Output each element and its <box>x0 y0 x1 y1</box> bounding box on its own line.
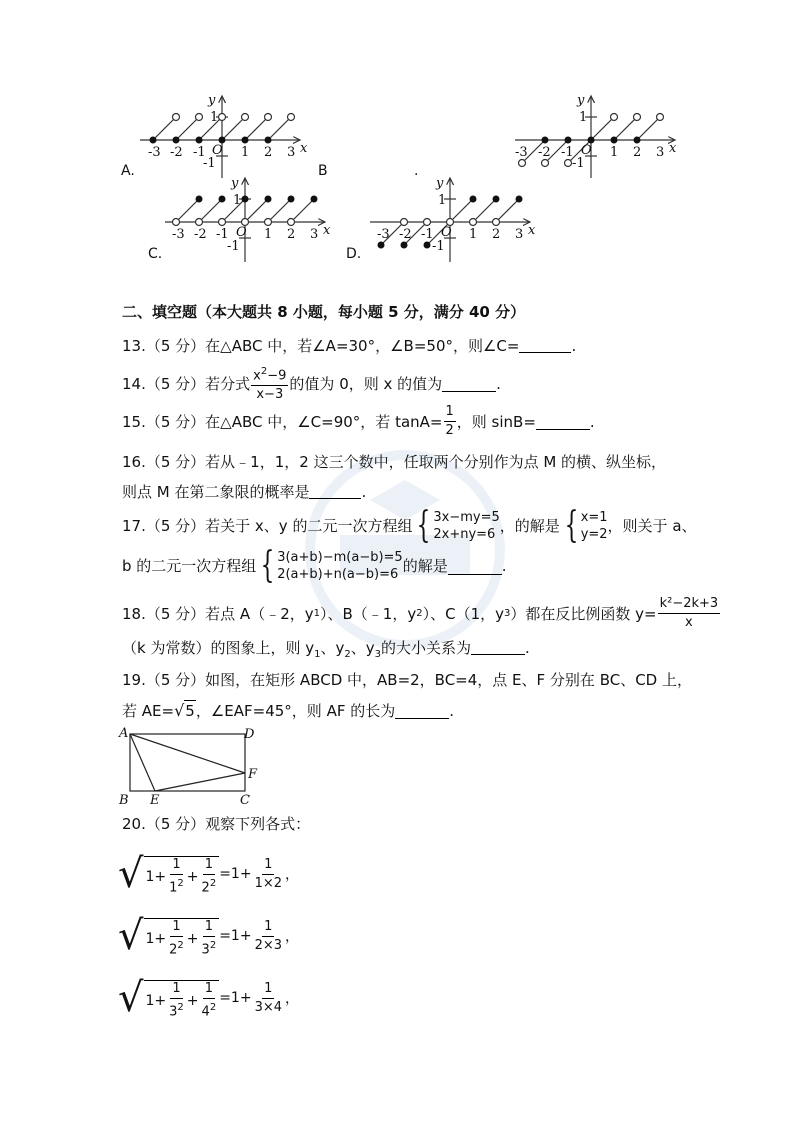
fraction-q18: $\frac{\text{k²−2k+3}}{x}$ <box>659 596 719 630</box>
question-15: 15.（5 分）在△ABC 中，∠C=90°，若 tanA= $\frac{1}{2}$ ，则 sinB= . <box>122 404 595 438</box>
svg-text:C: C <box>240 793 250 808</box>
question-17-line1: 17.（5 分）若关于 x、y 的二元一次方程组 { 3x−my=5 2x+ny=6 ，的解是 { x=1 y=2 ，则关于 a、 <box>122 505 697 546</box>
svg-text:-1: -1 <box>421 227 434 242</box>
svg-text:1: 1 <box>610 145 619 160</box>
answer-blank-17[interactable] <box>448 558 502 575</box>
svg-text:1: 1 <box>438 193 447 208</box>
svg-text:O: O <box>581 143 592 158</box>
option-c-label[interactable]: C. <box>148 246 163 262</box>
solution-system: { x=1 y=2 <box>564 505 608 546</box>
svg-text:O: O <box>441 225 452 240</box>
svg-text:-3: -3 <box>515 145 528 160</box>
svg-text:y: y <box>436 176 444 191</box>
svg-text:y: y <box>231 176 239 191</box>
answer-blank-16[interactable] <box>309 482 361 499</box>
svg-text:B: B <box>119 793 129 808</box>
svg-text:x: x <box>669 141 677 156</box>
fraction-q15: $\frac{1}{2}$ <box>445 404 454 438</box>
question-16-line1: 16.（5 分）若从﹣1，1，2 这三个数中，任取两个分别作为点 M 的横、纵坐标， <box>122 453 667 471</box>
rectangle-figure <box>115 724 265 808</box>
svg-text:y: y <box>208 93 216 108</box>
answer-blank-14[interactable] <box>442 375 496 392</box>
graph-b <box>515 96 675 178</box>
svg-text:-1: -1 <box>216 227 229 242</box>
svg-text:1: 1 <box>233 193 242 208</box>
formula-row-2: √ 1+ $\frac{1}{2^2}$ + $\frac{1}{3^2}$ =1+ $\frac{1}{2\times 3}$ ， <box>118 913 299 959</box>
svg-text:A: A <box>119 726 129 741</box>
answer-blank-13[interactable] <box>519 336 571 353</box>
sqrt-5: √ 5 <box>174 701 195 720</box>
svg-text:-3: -3 <box>377 227 390 242</box>
option-d-label[interactable]: D. <box>346 246 362 262</box>
answer-graphs <box>0 0 800 270</box>
question-16-line2: 则点 M 在第二象限的概率是 . <box>122 483 367 501</box>
svg-text:3: 3 <box>310 227 319 242</box>
svg-text:-1: -1 <box>203 156 216 171</box>
svg-text:3: 3 <box>656 145 665 160</box>
svg-text:2: 2 <box>264 145 273 160</box>
svg-text:1: 1 <box>579 110 588 125</box>
svg-text:2: 2 <box>633 145 642 160</box>
svg-text:3: 3 <box>515 227 524 242</box>
svg-text:D: D <box>244 727 255 742</box>
svg-text:1: 1 <box>210 110 219 125</box>
formula-row-1: √ 1+ $\frac{1}{1^2}$ + $\frac{1}{2^2}$ =1+ $\frac{1}{1\times 2}$ ， <box>118 851 299 897</box>
option-b-label[interactable]: B <box>318 163 328 179</box>
svg-text:-1: -1 <box>227 239 240 254</box>
svg-text:-2: -2 <box>399 227 412 242</box>
question-19-line2: 若 AE= √ 5 ，∠EAF=45°，则 AF 的长为 . <box>122 701 455 720</box>
svg-text:O: O <box>236 225 247 240</box>
svg-text:1: 1 <box>469 227 478 242</box>
question-18-line2: （k 为常数）的图象上，则 $y_1$、$y_2$、$y_3$的大小关系为 . <box>122 639 530 660</box>
svg-text:O: O <box>212 143 223 158</box>
question-14: 14.（5 分）若分式 $\frac{x^2-9}{x-3}$ 的值为 0，则 x 的值为 . <box>122 366 501 403</box>
svg-text:-1: -1 <box>432 239 445 254</box>
equation-system-1: { 3x−my=5 2x+ny=6 <box>417 505 500 546</box>
formula-row-3: √ 1+ $\frac{1}{3^2}$ + $\frac{1}{4^2}$ =1+ $\frac{1}{3\times 4}$ ， <box>118 975 299 1021</box>
svg-text:-1: -1 <box>572 156 585 171</box>
svg-text:-2: -2 <box>170 145 183 160</box>
svg-text:-3: -3 <box>172 227 185 242</box>
question-13: 13.（5 分）在△ABC 中，若∠A=30°，∠B=50°，则∠C= . <box>122 337 577 355</box>
svg-text:1: 1 <box>264 227 273 242</box>
svg-text:-2: -2 <box>194 227 207 242</box>
svg-text:E: E <box>150 793 160 808</box>
equation-system-2: { 3(a+b)−m(a−b)=5 2(a+b)+n(a−b)=6 <box>260 545 403 586</box>
svg-text:2: 2 <box>492 227 501 242</box>
svg-text:-2: -2 <box>538 145 551 160</box>
question-18-line1: 18.（5 分）若点 A（﹣2，y 1 ）、B（﹣1，y 2 ）、C（1，y 3 ）都在反比例函数 y= $\frac{\text{k²−2k+3}}{x}$ <box>122 596 719 630</box>
svg-text:-3: -3 <box>148 145 161 160</box>
svg-text:1: 1 <box>241 145 250 160</box>
question-19-line1: 19.（5 分）如图，在矩形 ABCD 中，AB=2，BC=4，点 E、F 分别在 BC、CD 上， <box>122 671 692 689</box>
svg-text:-1: -1 <box>193 145 206 160</box>
fraction-q14: $\frac{x^2-9}{x-3}$ <box>253 366 287 403</box>
option-b-dot: . <box>414 163 419 179</box>
svg-text:F: F <box>248 767 258 782</box>
svg-text:x: x <box>323 223 331 238</box>
question-20: 20.（5 分）观察下列各式： <box>122 815 311 833</box>
svg-text:-1: -1 <box>561 145 574 160</box>
option-a-label[interactable]: A. <box>121 163 135 179</box>
svg-text:3: 3 <box>287 145 296 160</box>
svg-text:x: x <box>300 141 308 156</box>
answer-blank-18[interactable] <box>471 638 525 655</box>
graph-a <box>140 96 300 178</box>
svg-text:2: 2 <box>287 227 296 242</box>
question-17-line2: b 的二元一次方程组 { 3(a+b)−m(a−b)=5 2(a+b)+n(a−b)=6 的解是 . <box>122 545 507 586</box>
answer-blank-19[interactable] <box>395 702 449 719</box>
answer-blank-15[interactable] <box>536 413 590 430</box>
section-heading: 二、填空题（本大题共 8 小题，每小题 5 分，满分 40 分） <box>122 303 526 321</box>
svg-text:y: y <box>577 93 585 108</box>
svg-text:x: x <box>528 223 536 238</box>
